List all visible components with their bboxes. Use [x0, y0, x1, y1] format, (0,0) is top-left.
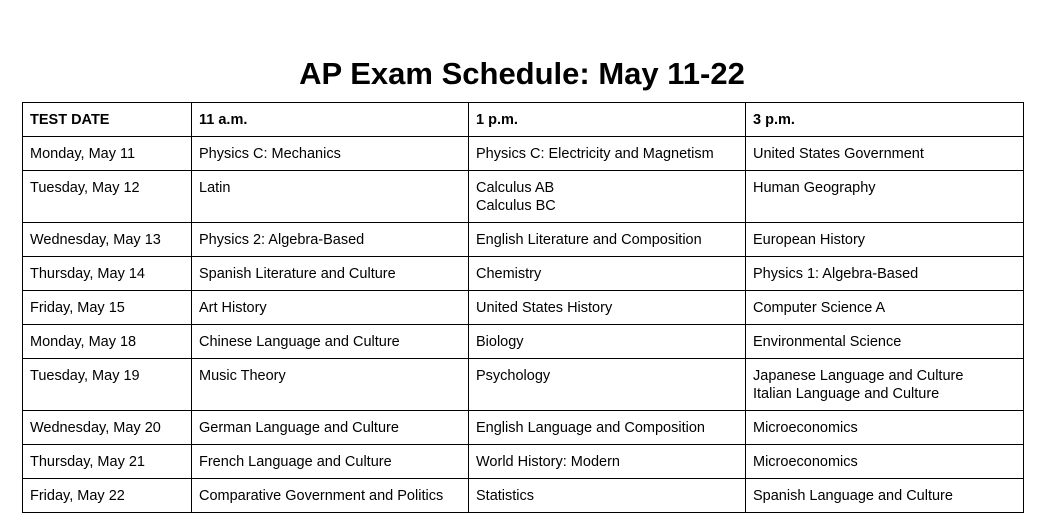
exam-cell-3pm: [746, 223, 1024, 257]
exam-name: Psychology: [476, 368, 551, 384]
exam-name: United States Government: [753, 146, 924, 162]
date-cell: Tuesday, May 12: [23, 171, 192, 223]
exam-name: World History: Modern: [476, 454, 620, 470]
table-row: [23, 479, 1024, 513]
exam-name: Physics C: Mechanics: [199, 146, 341, 162]
exam-name: Music Theory: [199, 368, 286, 384]
table-row: [23, 325, 1024, 359]
header-11am: 11 a.m.: [192, 103, 469, 137]
exam-cell-3pm: [746, 479, 1024, 513]
table-header-row: [23, 103, 1024, 137]
exam-cell-1pm: [469, 257, 746, 291]
exam-name: Biology: [476, 334, 524, 350]
exam-cell-3pm: [746, 257, 1024, 291]
exam-name: Microeconomics: [753, 420, 858, 436]
exam-name: Chemistry: [476, 266, 542, 282]
exam-name: Statistics: [476, 488, 535, 504]
exam-name: Physics 2: Algebra-Based: [199, 232, 365, 248]
exam-name: European History: [753, 232, 866, 248]
exam-name: Human Geography: [753, 180, 876, 196]
date-cell: Wednesday, May 20: [23, 411, 192, 445]
exam-name: Microeconomics: [753, 454, 858, 470]
exam-cell-3pm: [746, 411, 1024, 445]
date-cell: Thursday, May 21: [23, 445, 192, 479]
exam-name: Art History: [199, 300, 267, 316]
exam-name: Computer Science A: [753, 300, 886, 316]
exam-cell-3pm: [746, 137, 1024, 171]
table-row: [23, 291, 1024, 325]
exam-cell-1pm: [469, 445, 746, 479]
exam-cell-3pm: [746, 325, 1024, 359]
exam-cell-1pm: [469, 411, 746, 445]
exam-name: Spanish Language and Culture: [753, 488, 953, 504]
exam-cell-3pm: [746, 359, 1024, 411]
exam-cell-1pm: [469, 291, 746, 325]
table-row: [23, 359, 1024, 411]
exam-name: Physics C: Electricity and Magnetism: [476, 146, 714, 162]
exam-name: Environmental Science: [753, 334, 902, 350]
header-1pm: 1 p.m.: [469, 103, 746, 137]
exam-name: English Literature and Composition: [476, 232, 702, 248]
exam-cell-11am: [192, 137, 469, 171]
exam-name: Calculus BC: [476, 198, 556, 214]
table-row: [23, 171, 1024, 223]
exam-name: Chinese Language and Culture: [199, 334, 400, 350]
exam-cell-1pm: [469, 479, 746, 513]
date-cell: Friday, May 15: [23, 291, 192, 325]
table-row: [23, 223, 1024, 257]
header-test-date: TEST DATE: [23, 103, 192, 137]
date-cell: Monday, May 18: [23, 325, 192, 359]
date-cell: Tuesday, May 19: [23, 359, 192, 411]
date-cell: Friday, May 22: [23, 479, 192, 513]
exam-cell-3pm: [746, 291, 1024, 325]
exam-name: Japanese Language and Culture: [753, 368, 964, 384]
exam-cell-11am: [192, 171, 469, 223]
header-3pm: 3 p.m.: [746, 103, 1024, 137]
exam-name: Calculus AB: [476, 180, 555, 196]
exam-name: Spanish Literature and Culture: [199, 266, 396, 282]
exam-cell-11am: [192, 359, 469, 411]
exam-cell-11am: [192, 291, 469, 325]
exam-cell-11am: [192, 223, 469, 257]
table-row: [23, 257, 1024, 291]
exam-cell-11am: [192, 325, 469, 359]
exam-cell-11am: [192, 479, 469, 513]
date-cell: Wednesday, May 13: [23, 223, 192, 257]
table-row: [23, 445, 1024, 479]
exam-cell-3pm: [746, 445, 1024, 479]
exam-schedule-table: [22, 102, 1024, 513]
exam-cell-1pm: [469, 223, 746, 257]
exam-cell-1pm: [469, 359, 746, 411]
page-title: AP Exam Schedule: May 11-22: [299, 56, 745, 91]
exam-name: Italian Language and Culture: [753, 386, 940, 402]
exam-cell-3pm: [746, 171, 1024, 223]
table-row: [23, 137, 1024, 171]
table-row: [23, 411, 1024, 445]
exam-name: United States History: [476, 300, 613, 316]
exam-cell-1pm: [469, 171, 746, 223]
exam-name: German Language and Culture: [199, 420, 399, 436]
exam-cell-11am: [192, 257, 469, 291]
exam-cell-11am: [192, 445, 469, 479]
exam-name: Latin: [199, 180, 231, 196]
exam-name: French Language and Culture: [199, 454, 392, 470]
exam-name: Comparative Government and Politics: [199, 488, 444, 504]
date-cell: Monday, May 11: [23, 137, 192, 171]
date-cell: Thursday, May 14: [23, 257, 192, 291]
exam-cell-11am: [192, 411, 469, 445]
exam-cell-1pm: [469, 325, 746, 359]
exam-name: Physics 1: Algebra-Based: [753, 266, 919, 282]
exam-cell-1pm: [469, 137, 746, 171]
exam-name: English Language and Composition: [476, 420, 705, 436]
